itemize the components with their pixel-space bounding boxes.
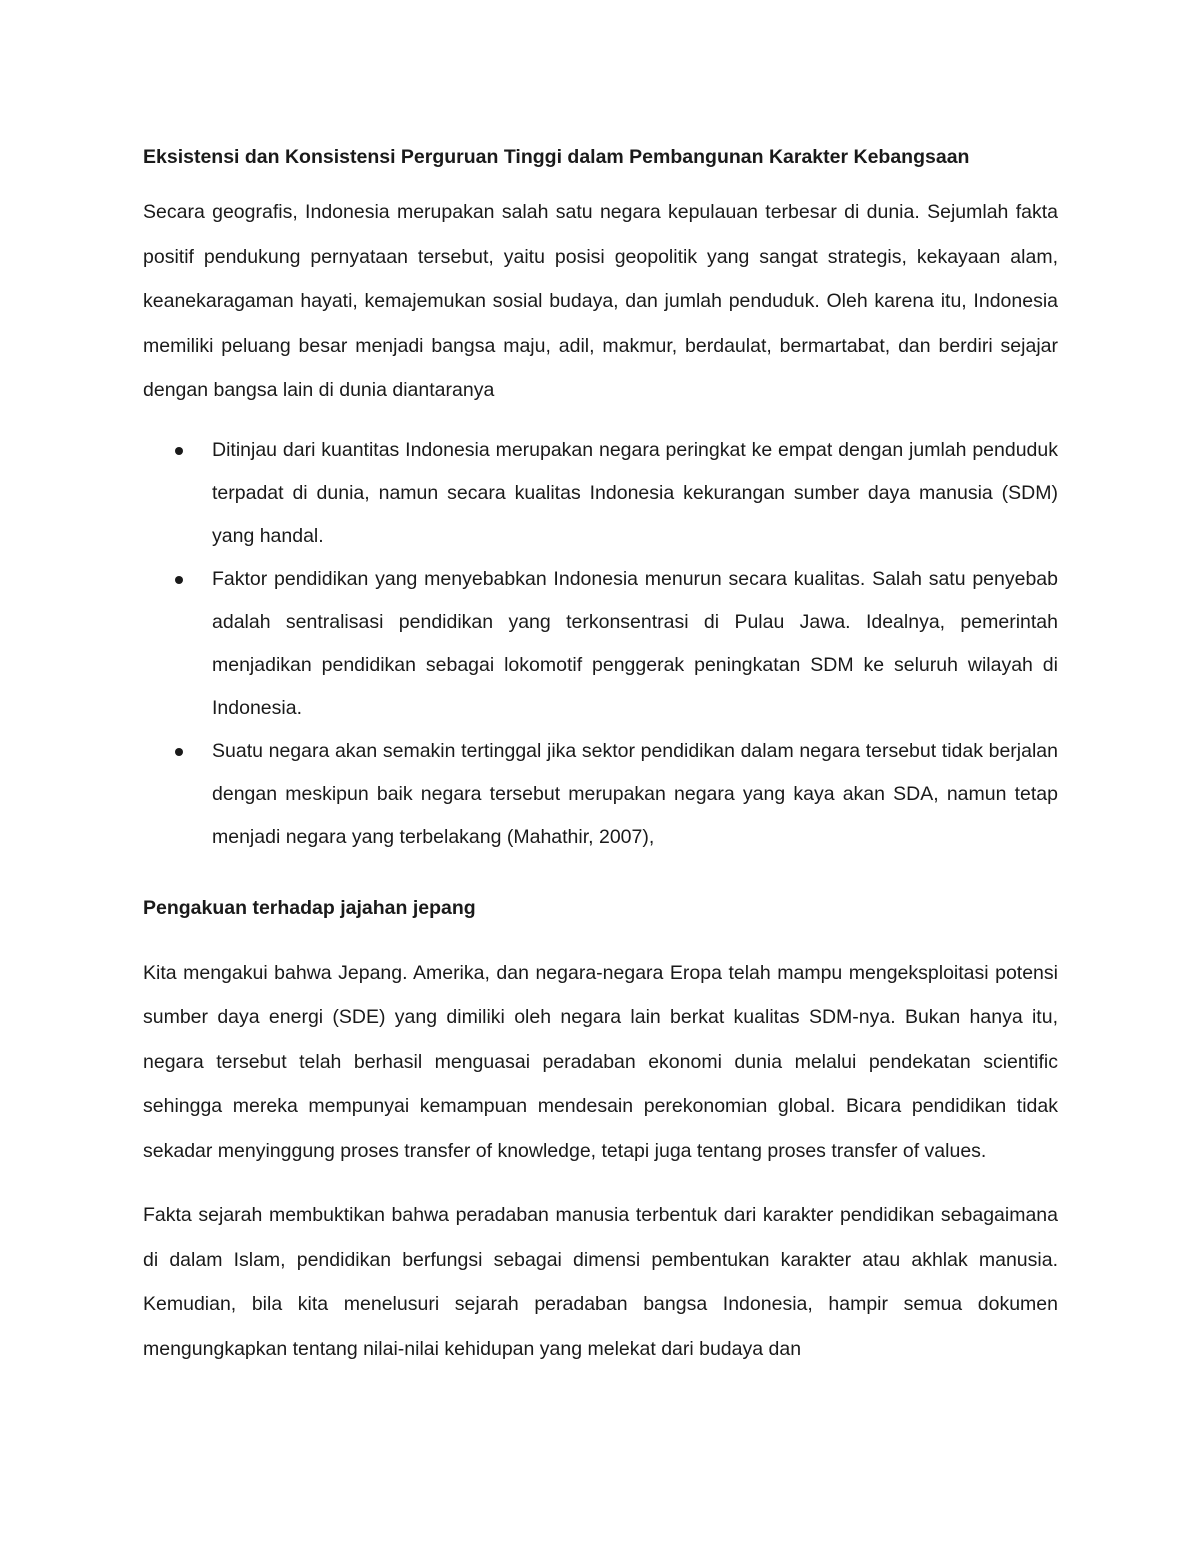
intro-paragraph: Secara geografis, Indonesia merupakan salah satu negara kepulauan terbesar di dunia. Sejumlah fakta positif pendukung pernyataan tersebut, yaitu posisi geopolitik yang sangat strategis, kekayaan alam, keanekaragaman hayati, kemajemukan sosial budaya, dan jumlah penduduk. Oleh karena itu, Indonesia memiliki peluang besar menjadi bangsa maju, adil, makmur, berdaulat, bermartabat, dan berdiri sejajar dengan bangsa lain di dunia diantaranya bbox=[143, 201, 1058, 401]
list-item bbox=[143, 429, 1058, 558]
list-item-text: Suatu negara akan semakin tertinggal jika sektor pendidikan dalam negara tersebut tidak berjalan dengan meskipun baik negara tersebut merupakan negara yang kaya akan SDA, namun tetap menjadi negara yang terbelakang (Mahathir, 2007), bbox=[212, 739, 1058, 848]
list-item bbox=[143, 558, 1058, 730]
bullet-dot-icon bbox=[175, 447, 183, 455]
section-heading: Pengakuan terhadap jajahan jepang bbox=[143, 896, 476, 919]
list-item-text: Faktor pendidikan yang menyebabkan Indonesia menurun secara kualitas. Salah satu penyebab adalah sentralisasi pendidikan yang terkonsentrasi di Pulau Jawa. Idealnya, pemerintah menjadikan pendidikan sebagai lokomotif penggerak peningkatan SDM ke seluruh wilayah di Indonesia. bbox=[212, 567, 1058, 719]
bullet-dot-icon bbox=[175, 748, 183, 756]
list-item-text: Ditinjau dari kuantitas Indonesia merupakan negara peringkat ke empat dengan jumlah penduduk terpadat di dunia, namun secara kualitas Indonesia kekurangan sumber daya manusia (SDM) yang handal. bbox=[212, 438, 1058, 547]
bullet-dot-icon bbox=[175, 576, 183, 584]
list-item bbox=[143, 730, 1058, 859]
bullet-list bbox=[143, 429, 1058, 859]
document-body bbox=[143, 138, 1058, 1371]
body-paragraph: Fakta sejarah membuktikan bahwa peradaban manusia terbentuk dari karakter pendidikan sebagaimana di dalam Islam, pendidikan berfungsi sebagai dimensi pembentukan karakter atau akhlak manusia. Kemudian, bila kita menelusuri sejarah peradaban bangsa Indonesia, hampir semua dokumen mengungkapkan tentang nilai-nilai kehidupan yang melekat dari budaya dan bbox=[143, 1204, 1058, 1360]
body-paragraph: Kita mengakui bahwa Jepang. Amerika, dan negara-negara Eropa telah mampu mengeksploitasi potensi sumber daya energi (SDE) yang dimiliki oleh negara lain berkat kualitas SDM-nya. Bukan hanya itu, negara tersebut telah berhasil menguasai peradaban ekonomi dunia melalui pendekatan scientific sehingga mereka mempunyai kemampuan mendesain perekonomian global. Bicara pendidikan tidak sekadar menyinggung proses transfer of knowledge, tetapi juga tentang proses transfer of values. bbox=[143, 961, 1058, 1162]
document-title: Eksistensi dan Konsistensi Perguruan Tinggi dalam Pembangunan Karakter Kebangsaan bbox=[143, 146, 970, 168]
